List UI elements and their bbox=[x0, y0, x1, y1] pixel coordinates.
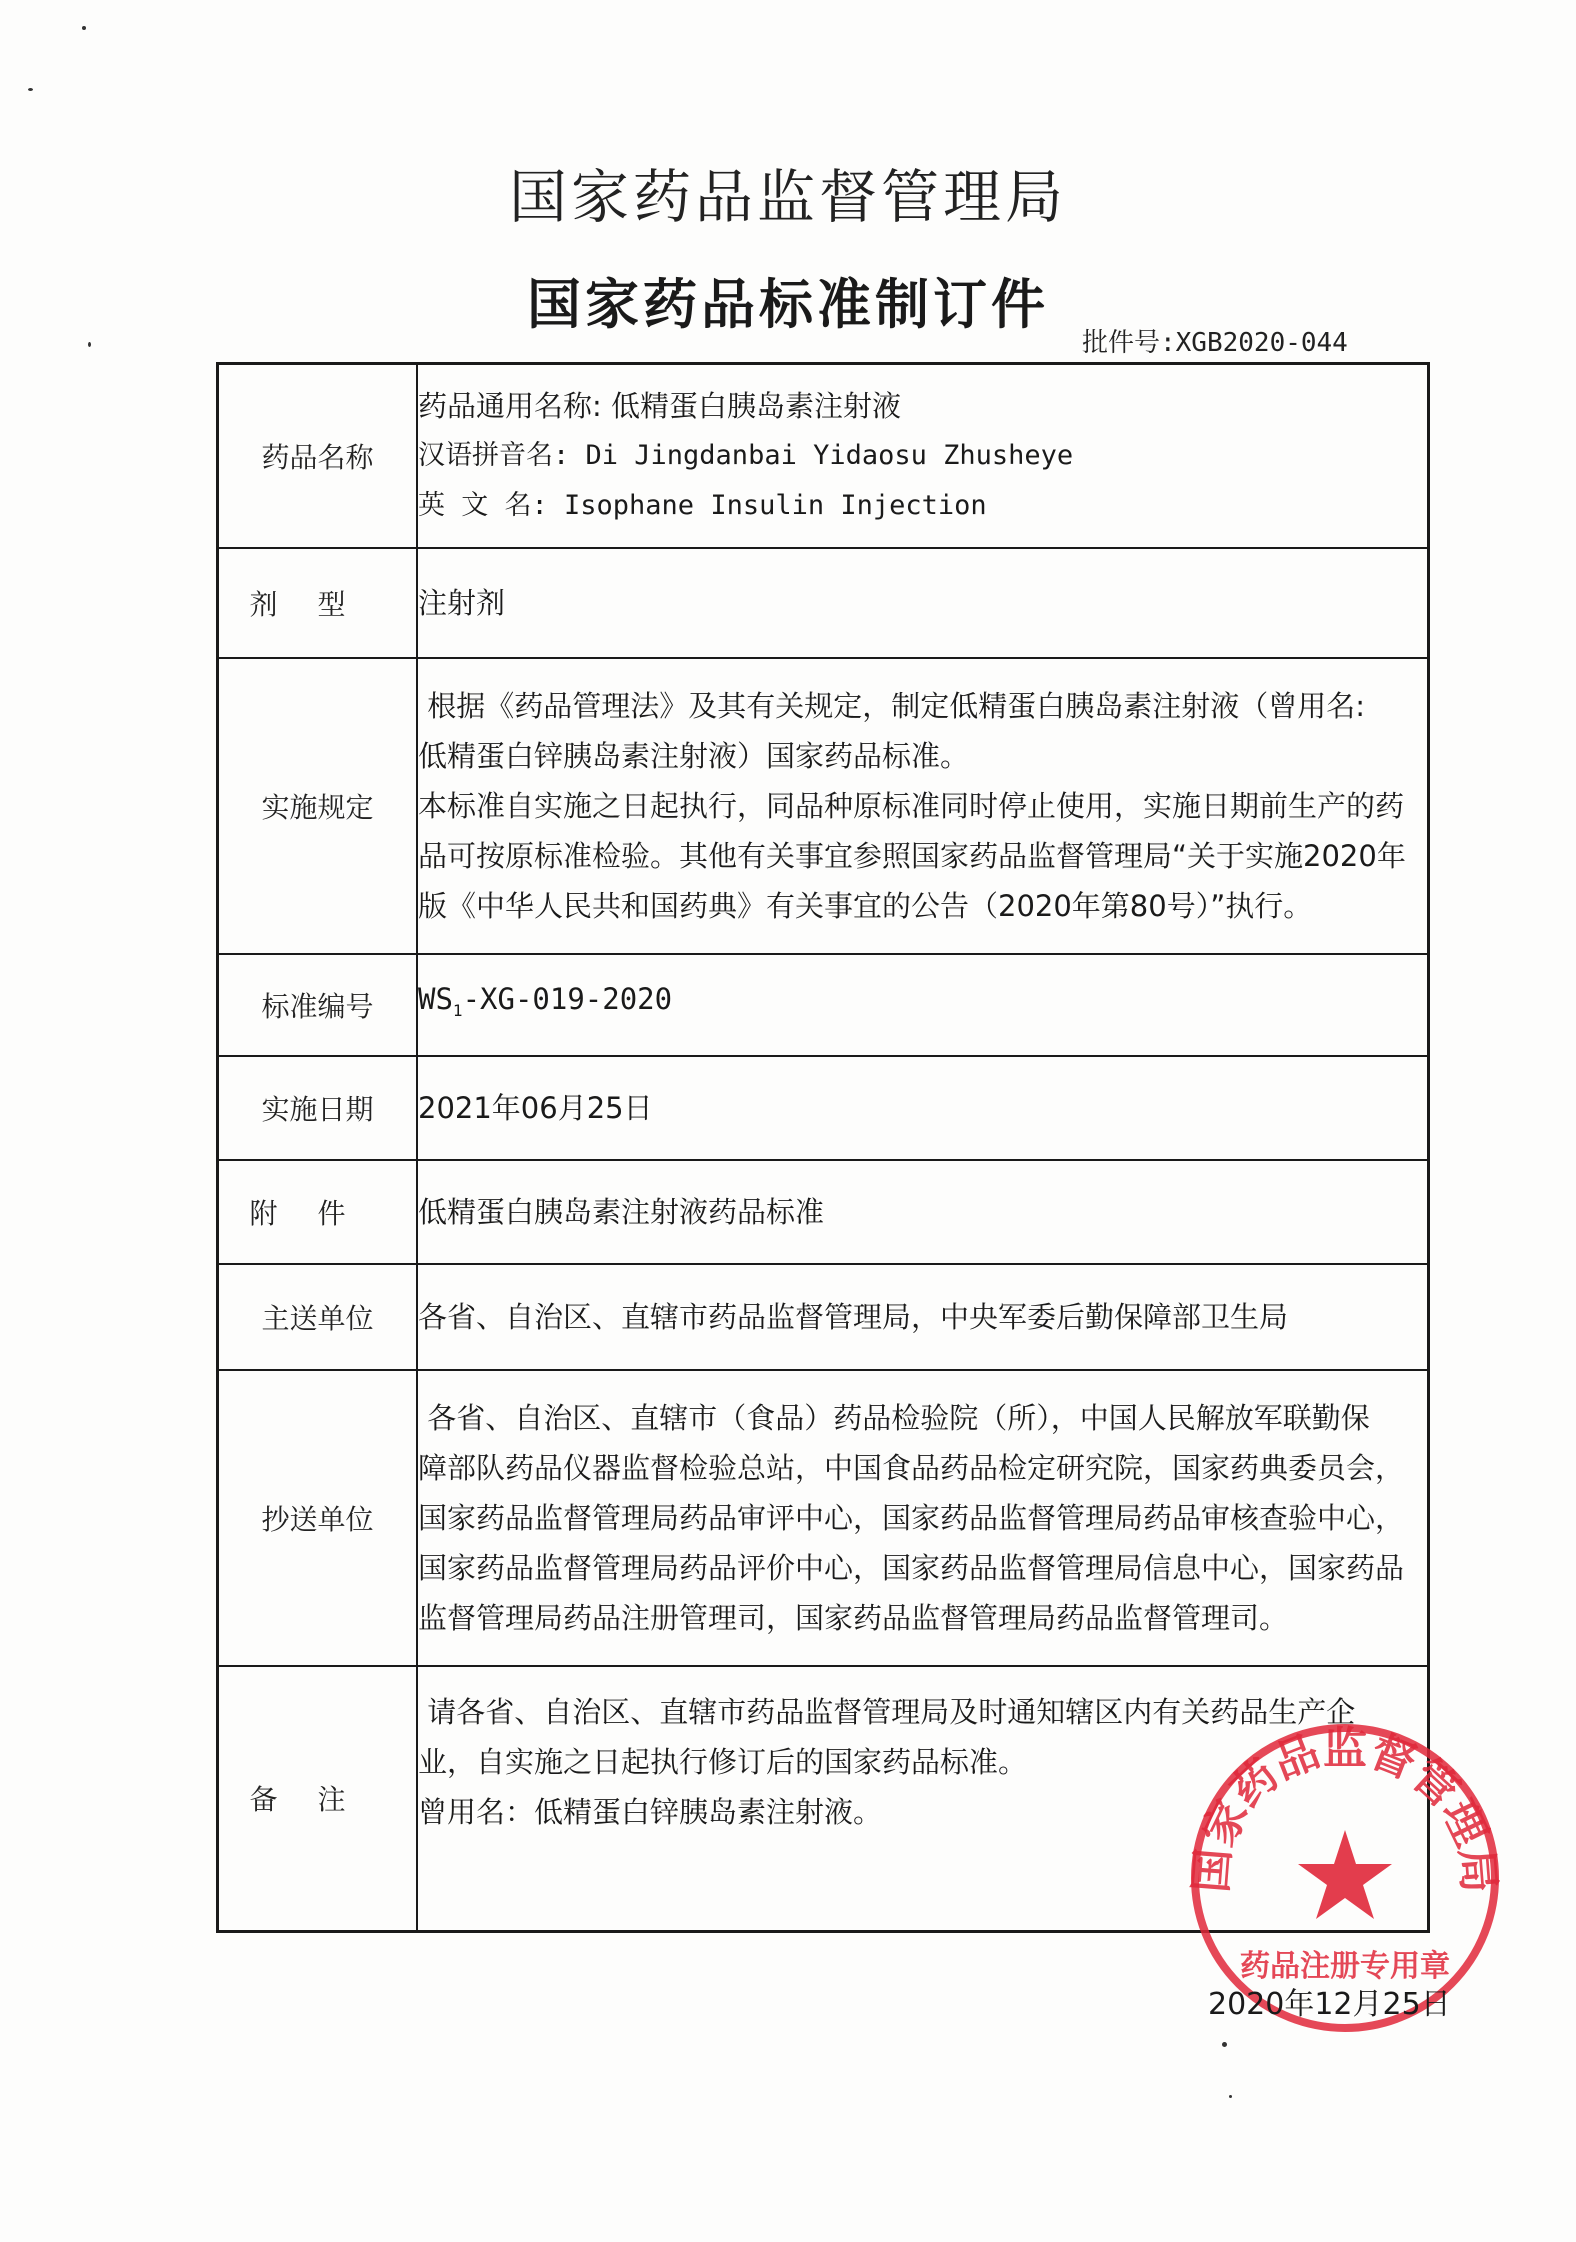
cc-line: 各省、自治区、直辖市（食品）药品检验院（所），中国人民解放军联勤保 bbox=[418, 1400, 1370, 1435]
english-name: 英 文 名: Isophane Insulin Injection bbox=[418, 489, 987, 521]
cc-line: 障部队药品仪器监督检验总站，中国食品药品检定研究院，国家药典委员会， bbox=[418, 1450, 1405, 1485]
effective-date-value: 2021年06月25日 bbox=[417, 1056, 1429, 1160]
row-main-recipients bbox=[218, 1264, 1429, 1370]
remarks-line: 业，自实施之日起执行修订后的国家药品标准。 bbox=[418, 1744, 1028, 1779]
row-effective-date bbox=[218, 1056, 1429, 1160]
scan-speck bbox=[88, 342, 91, 347]
implementation-line: 低精蛋白锌胰岛素注射液）国家药品标准。 bbox=[418, 738, 970, 773]
cc-line: 监督管理局药品注册管理司，国家药品监督管理局药品监督管理司。 bbox=[418, 1600, 1289, 1635]
remarks-label: 备注 bbox=[218, 1666, 418, 1932]
cc-recipients-label: 抄送单位 bbox=[218, 1370, 418, 1666]
scan-speck bbox=[82, 26, 86, 30]
standard-no-value bbox=[417, 954, 1429, 1056]
row-implementation bbox=[218, 658, 1429, 954]
main-recipients-value: 各省、自治区、直辖市药品监督管理局，中央军委后勤保障部卫生局 bbox=[417, 1264, 1429, 1370]
approval-number: 批件号:XGB2020-044 bbox=[1082, 328, 1348, 358]
seal-ring-text: 国家药品监督管理局 bbox=[1185, 1722, 1505, 1895]
scan-speck bbox=[1229, 2095, 1232, 2098]
document-title: 国家药品标准制订件 bbox=[527, 273, 1049, 336]
main-recipients-label: 主送单位 bbox=[218, 1264, 418, 1370]
seal-date: 2020年12月25日 bbox=[1208, 1987, 1451, 2022]
pinyin-name: 汉语拼音名: Di Jingdanbai Yidaosu Zhusheye bbox=[418, 439, 1074, 471]
standard-no-label: 标准编号 bbox=[218, 954, 418, 1056]
drug-name-value bbox=[417, 364, 1429, 548]
row-dosage-form bbox=[218, 548, 1429, 658]
standard-no-suffix: -XG-019-2020 bbox=[462, 981, 673, 1016]
cc-recipients-text bbox=[417, 1370, 1429, 1666]
remarks-line: 请各省、自治区、直辖市药品监督管理局及时通知辖区内有关药品生产企 bbox=[418, 1694, 1356, 1729]
dosage-form-label: 剂型 bbox=[218, 548, 418, 658]
dosage-form-value: 注射剂 bbox=[417, 548, 1429, 658]
standard-no-prefix: WS bbox=[418, 981, 453, 1016]
row-drug-name bbox=[218, 364, 1429, 548]
implementation-label: 实施规定 bbox=[218, 658, 418, 954]
drug-name-label: 药品名称 bbox=[218, 364, 418, 548]
seal-bottom-text: 药品注册专用章 bbox=[1240, 1949, 1450, 1984]
cc-line: 国家药品监督管理局药品审评中心，国家药品监督管理局药品审核查验中心， bbox=[418, 1500, 1405, 1535]
standard-form-table bbox=[216, 362, 1430, 1933]
scan-speck bbox=[1222, 2042, 1227, 2047]
row-standard-no bbox=[218, 954, 1429, 1056]
row-attachment bbox=[218, 1160, 1429, 1264]
remarks-line: 曾用名：低精蛋白锌胰岛素注射液。 bbox=[418, 1794, 883, 1829]
implementation-line: 根据《药品管理法》及其有关规定，制定低精蛋白胰岛素注射液（曾用名: bbox=[418, 688, 1365, 723]
seal-star-icon bbox=[1298, 1830, 1392, 1919]
implementation-line: 品可按原标准检验。其他有关事宜参照国家药品监督管理局“关于实施2020年 bbox=[418, 838, 1406, 873]
attachment-value: 低精蛋白胰岛素注射液药品标准 bbox=[417, 1160, 1429, 1264]
implementation-line: 版《中华人民共和国药典》有关事宜的公告（2020年第80号）”执行。 bbox=[418, 888, 1313, 923]
cc-line: 国家药品监督管理局药品评价中心，国家药品监督管理局信息中心，国家药品 bbox=[418, 1550, 1405, 1585]
standard-no-subscript: 1 bbox=[452, 1000, 463, 1020]
row-cc-recipients bbox=[218, 1370, 1429, 1666]
implementation-text bbox=[417, 658, 1429, 954]
effective-date-label: 实施日期 bbox=[218, 1056, 418, 1160]
agency-title: 国家药品监督管理局 bbox=[508, 163, 1067, 231]
scan-speck bbox=[28, 88, 33, 91]
implementation-line: 本标准自实施之日起执行，同品种原标准同时停止使用，实施日期前生产的药 bbox=[418, 788, 1405, 823]
generic-name: 药品通用名称: 低精蛋白胰岛素注射液 bbox=[418, 388, 901, 423]
attachment-label: 附件 bbox=[218, 1160, 418, 1264]
